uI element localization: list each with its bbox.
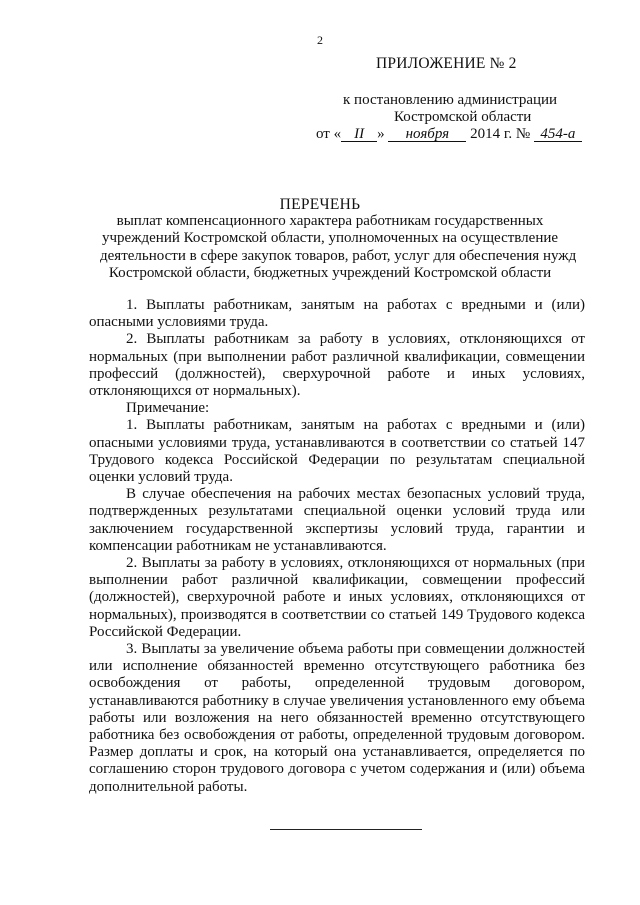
document-title: ПЕРЕЧЕНЬ (279, 196, 361, 213)
subtitle-line: учреждений Костромской области, уполномоченных на осуществление (101, 230, 559, 247)
date-month: ноября (388, 127, 466, 142)
date-year: 2014 г. № (470, 126, 531, 142)
subtitle-line: выплат компенсационного характера работникам государственных (116, 213, 544, 229)
appendix-label: ПРИЛОЖЕНИЕ № 2 (376, 55, 517, 72)
date-day: II (341, 127, 377, 142)
note-paragraph: 3. Выплаты за увеличение объема работы при совмещении должностей или исполнение обязанностей временно отсутствующего работника без освобождения от работы, определенной трудовым договором, устанавливаются работнику в случае увеличения установленного ему объема работы или возложения на него обязанностей временно отсутствующего работника без освобождения от работы, определенной трудовым договором. Размер доплаты и срок, на который она устанавливается, определяется по соглашению сторон трудового договора с учетом содержания и (или) объема дополнительной работы. (89, 641, 585, 795)
page-number: 2 (317, 33, 323, 47)
note-paragraph: В случае обеспечения на рабочих местах безопасных условий труда, подтвержденных результатами специальной оценки условий труда или заключением государственной экспертизы условий труда, гарантии и компенсации работникам не устанавливаются. (89, 486, 585, 554)
document-body (89, 297, 585, 796)
document-subtitle (100, 213, 577, 282)
subtitle-line: Костромской области, бюджетных учреждений Костромской области (108, 264, 552, 281)
note-label: Примечание: (126, 400, 210, 417)
region-text: Костромской области (394, 109, 532, 125)
note-paragraph: 1. Выплаты работникам, занятым на работах с вредными и (или) опасными условиями труда, устанавливаются в соответствии со статьей 147 Трудового кодекса Российской Федерации по результатам специальной оценки условий труда. (89, 417, 585, 486)
decree-number: 454-а (534, 127, 582, 142)
list-item: 2. Выплаты работникам за работу в условиях, отклоняющихся от нормальных (при выполнении работ различной квалификации, совмещении профессий (должностей), сверхурочной работе и иных условиях, отклоняющихся от нормальных). (89, 331, 585, 400)
to-decree-text: к постановлению администрации (343, 92, 558, 108)
list-item: 1. Выплаты работникам, занятым на работах с вредными и (или) опасными условиями труда. (89, 297, 585, 331)
decree-date-line (316, 126, 582, 143)
subtitle-line: деятельности в сфере закупок товаров, работ, услуг для обеспечения нужд (100, 247, 577, 264)
end-divider (270, 829, 422, 830)
date-separator: » (377, 126, 385, 142)
note-paragraph: 2. Выплаты за работу в условиях, отклоняющихся от нормальных (при выполнении работ различной квалификации, совмещении профессий (должностей), сверхурочной работе и иных условиях, отклоняющихся от нормальных), производятся в соответствии со статьей 149 Трудового кодекса Российской Федерации. (89, 555, 585, 640)
date-prefix: от « (316, 126, 342, 142)
